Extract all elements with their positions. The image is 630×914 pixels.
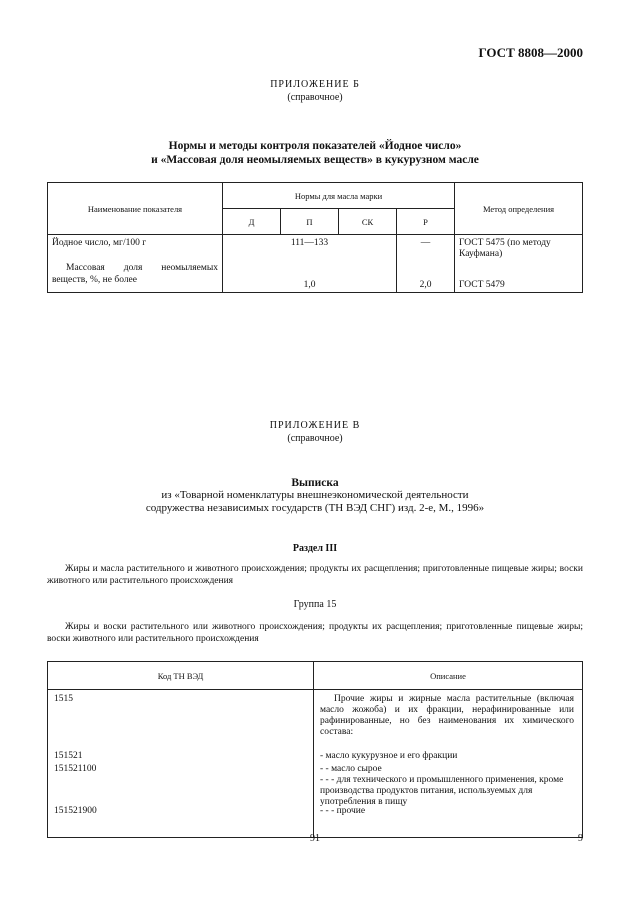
grade-header: Р: [397, 209, 455, 235]
col-indicator-header: Наименование показателя: [48, 183, 223, 235]
norm-value-r: —: [397, 235, 455, 262]
tnved-table: [47, 661, 583, 838]
norm-value-r: 2,0: [397, 262, 455, 293]
table-row: [48, 235, 583, 262]
group-text: Жиры и воски растительного или животного происхождения; продукты их расщепления; приготовленные пищевые жиры; воски животного или растительного происхождения: [47, 622, 583, 644]
norms-table: [47, 182, 583, 293]
indicator-name: Йодное число, мг/100 г: [48, 235, 223, 262]
appendix-v-subtitle: (справочное): [287, 433, 343, 444]
tnved-code: 151521900: [54, 806, 97, 816]
col-code-header: Код ТН ВЭД: [48, 662, 314, 690]
col-norms-header: Нормы для масла марки: [223, 183, 455, 209]
excerpt-heading: Выписка: [291, 477, 339, 489]
tnved-desc: - масло кукурузное и его фракции: [320, 751, 458, 761]
page-number-center: 91: [310, 833, 320, 844]
appendix-v-title: ПРИЛОЖЕНИЕ В: [269, 420, 361, 431]
norm-value: 111—133: [223, 235, 397, 262]
grade-header: П: [281, 209, 339, 235]
method: ГОСТ 5475 (по методу Кауфмана): [455, 235, 583, 262]
standard-number: ГОСТ 8808—2000: [478, 45, 583, 60]
tnved-desc: Прочие жиры и жирные масла растительные (включая масло жожоба) и их фракции, нерафинированные или рафинированные, но без наименования их химического состава:: [320, 694, 574, 737]
tnved-code: 1515: [54, 694, 73, 704]
tnved-code: 151521100: [54, 764, 97, 774]
tnved-desc: - - - для технического и промышленного применения, кроме производства продуктов питания, используемых для употребления в пищу: [320, 775, 564, 807]
page-number-right: 9: [578, 833, 583, 844]
norm-value: 1,0: [223, 262, 397, 293]
method: ГОСТ 5479: [455, 262, 583, 293]
grade-header: Д: [223, 209, 281, 235]
tnved-code: 151521: [54, 751, 83, 761]
appendix-b-subtitle: (справочное): [287, 92, 343, 103]
indicator-name: Массовая доля неомыляемых веществ, %, не более: [48, 262, 223, 293]
tnved-desc: - - масло сырое: [320, 764, 382, 774]
appendix-b-heading-line1: Нормы и методы контроля показателей «Йодное число»: [168, 140, 462, 152]
col-method-header: Метод определения: [455, 183, 583, 235]
section-text: Жиры и масла растительного и животного происхождения; продукты их расщепления; приготовленные пищевые жиры; воски животного или растительного происхождения: [47, 564, 583, 586]
section-title: Раздел III: [292, 543, 338, 554]
excerpt-source-line2: содружества независимых государств (ТН ВЭД СНГ) изд. 2-е, М., 1996»: [145, 502, 485, 514]
excerpt-source-line1: из «Товарной номенклатуры внешнеэкономической деятельности: [161, 489, 469, 501]
group-title: Группа 15: [293, 599, 337, 610]
appendix-b-title: ПРИЛОЖЕНИЕ Б: [270, 79, 360, 90]
table-row: [48, 262, 583, 293]
tnved-desc: - - - прочие: [320, 806, 366, 816]
appendix-b-heading-line2: и «Массовая доля неомыляемых веществ» в кукурузном масле: [151, 154, 479, 166]
grade-header: СК: [339, 209, 397, 235]
col-desc-header: Описание: [314, 662, 583, 690]
